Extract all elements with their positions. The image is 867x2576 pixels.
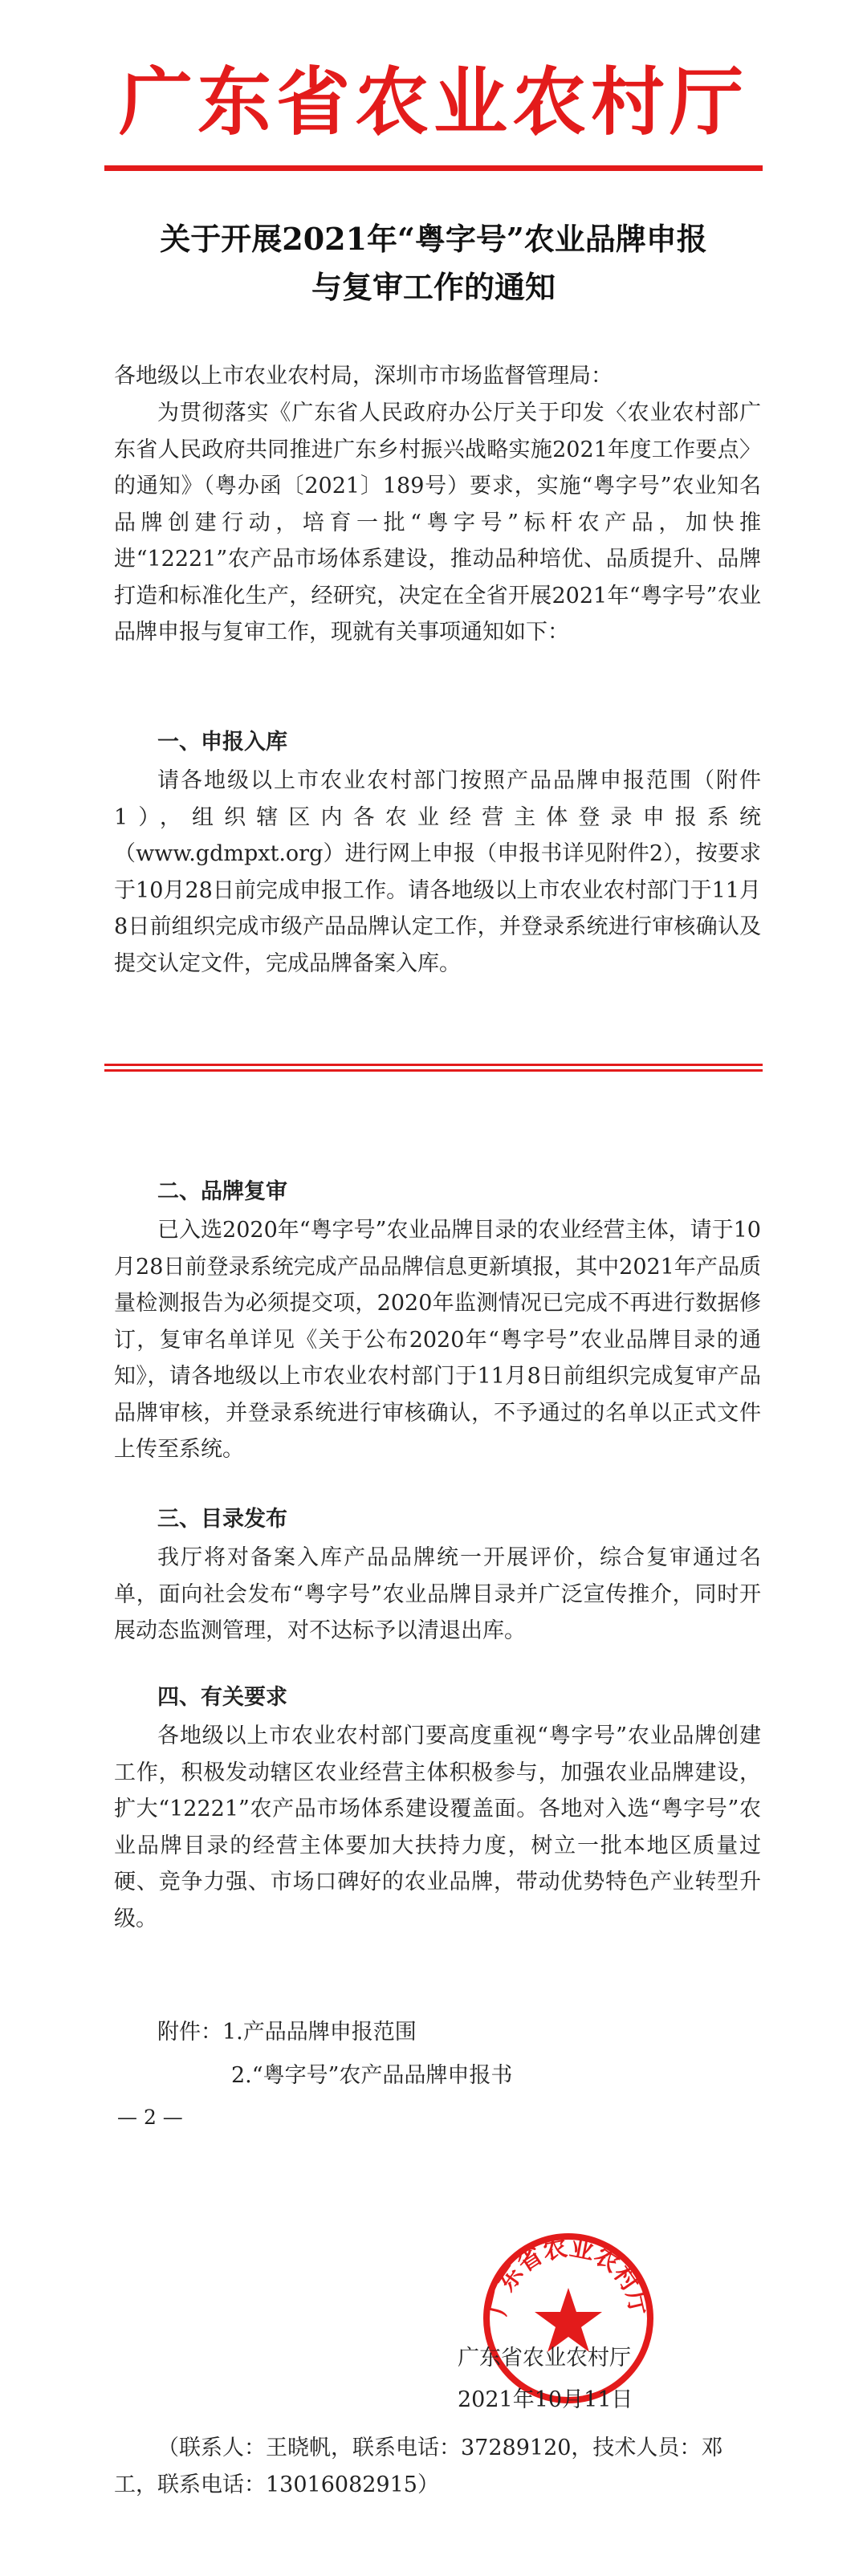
page-break-rule-bottom: [104, 1069, 763, 1072]
page-number: — 2 —: [117, 2106, 183, 2129]
signature-org: 广东省农业农村厅: [458, 2346, 631, 2370]
signature-date: 2021年10月11日: [458, 2387, 633, 2412]
seal-text: 广东省农业农村厅: [483, 2233, 653, 2318]
official-seal-icon: [480, 2230, 657, 2407]
page-break-rule-top: [104, 1064, 763, 1066]
attachment-item-1: 附件：1.产品品牌申报范围: [157, 2020, 417, 2045]
contact-line-1: （联系人：王晓帆，联系电话：37289120，技术人员：邓: [157, 2436, 723, 2460]
section-heading-2: 二、品牌复审: [157, 1179, 287, 1204]
section-heading-1: 一、申报入库: [157, 730, 287, 755]
addressee: 各地级以上市农业农村局，深圳市市场监督管理局：: [114, 364, 613, 389]
intro-paragraph: 为贯彻落实《广东省人民政府办公厅关于印发〈农业农村部广东省人民政府共同推进广东乡村振兴战略实施2021年度工作要点〉的通知》（粤办函〔2021〕189号）要求，实施“粤字号”农业知名品牌创建行动，培育一批“粤字号”标杆农产品，加快推进“12221”农产品市场体系建设，推动品种培优、品质提升、品牌打造和标准化生产，经研究，决定在全省开展2021年“粤字号”农业品牌申报与复审工作，现就有关事项通知如下：: [114, 401, 761, 645]
section-body-2: 已入选2020年“粤字号”农业品牌目录的农业经营主体，请于10月28日前登录系统完成产品品牌信息更新填报，其中2021年产品质量检测报告为必须提交项，2020年监测情况已完成不再进行数据修订，复审名单详见《关于公布2020年“粤字号”农业品牌目录的通知》，请各地级以上市农业农村部门于11月8日前组织完成复审产品品牌审核，并登录系统进行审核确认，不予通过的名单以正式文件上传至系统。: [114, 1218, 761, 1462]
header-org-title: 广东省农业农村厅: [118, 59, 748, 145]
section-body-4: 各地级以上市农业农村部门要高度重视“粤字号”农业品牌创建工作，积极发动辖区农业经营主体积极参与，加强农业品牌建设，扩大“12221”农产品市场体系建设覆盖面。各地对入选“粤字号”农业品牌目录的经营主体要加大扶持力度，树立一批本地区质量过硬、竞争力强、市场口碑好的农业品牌，带动优势特色产业转型升级。: [114, 1723, 761, 1931]
header-red-rule: [104, 165, 763, 171]
section-heading-4: 四、有关要求: [157, 1685, 287, 1710]
section-body-1: 请各地级以上市农业农村部门按照产品品牌申报范围（附件1），组织辖区内各农业经营主体登录申报系统（www.gdmpxt.org）进行网上申报（申报书详见附件2），按要求于10月28日前完成申报工作。请各地级以上市农业农村部门于11月8日前组织完成市级产品品牌认定工作，并登录系统进行审核确认及提交认定文件，完成品牌备案入库。: [114, 768, 761, 976]
section-body-3: 我厅将对备案入库产品品牌统一开展评价，综合复审通过名单，面向社会发布“粤字号”农业品牌目录并广泛宣传推介，同时开展动态监测管理，对不达标予以清退出库。: [114, 1545, 761, 1643]
doc-title-line1: 关于开展2021年“粤字号”农业品牌申报: [160, 221, 707, 257]
contact-line-2: 工，联系电话：13016082915）: [114, 2472, 439, 2497]
doc-title-line2: 与复审工作的通知: [311, 269, 556, 305]
section-heading-3: 三、目录发布: [157, 1507, 287, 1532]
attachment-item-2: 2.“粤字号”农产品品牌申报书: [231, 2063, 513, 2088]
